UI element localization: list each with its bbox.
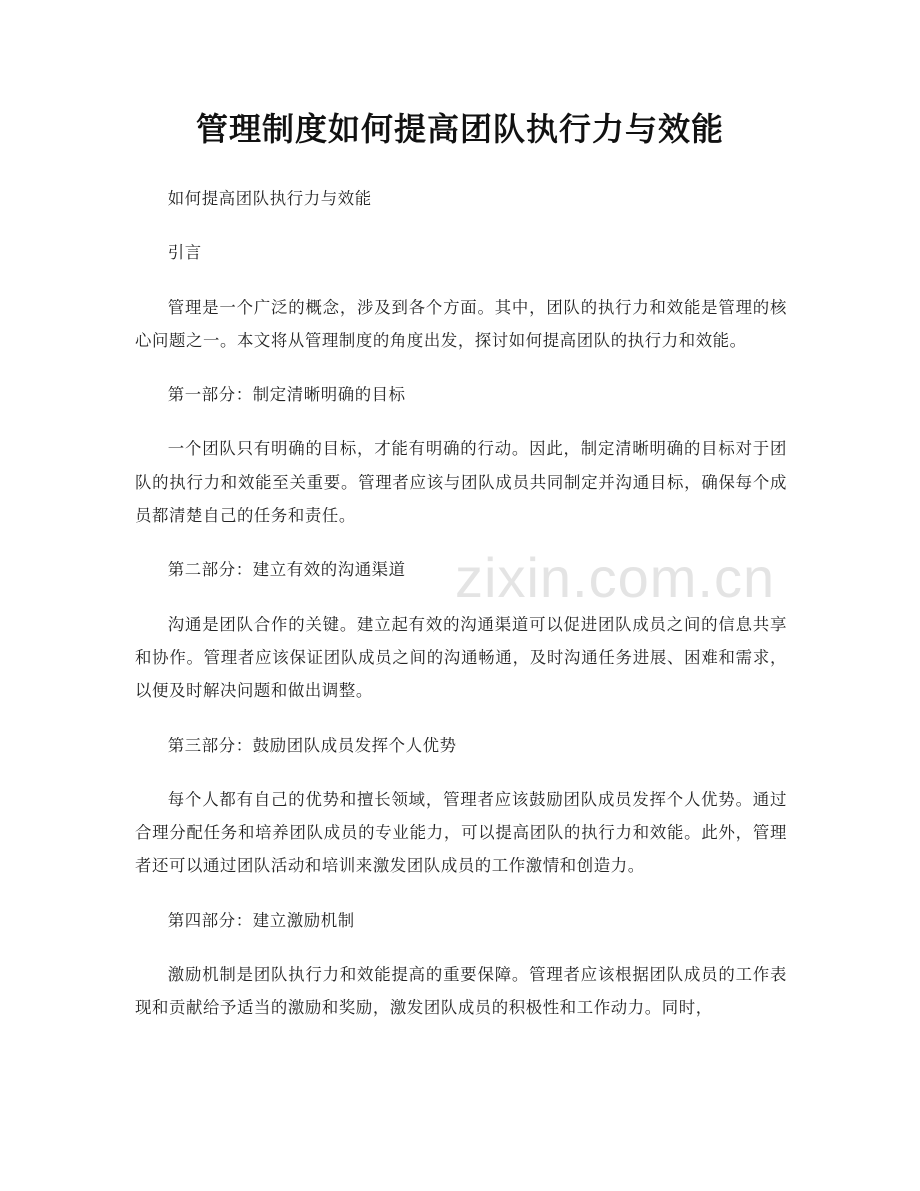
- watermark: zixin.com.cn: [455, 546, 776, 609]
- section-body-part-4: 激励机制是团队执行力和效能提高的重要保障。管理者应该根据团队成员的工作表现和贡献给予适当的激励和奖励，激发团队成员的积极性和工作动力。同时，: [135, 965, 787, 1018]
- document-title: 管理制度如何提高团队执行力与效能: [195, 110, 724, 148]
- section-body-part-1: 一个团队只有明确的目标，才能有明确的行动。因此，制定清晰明确的目标对于团队的执行力和效能至关重要。管理者应该与团队成员共同制定并沟通目标，确保每个成员都清楚自己的任务和责任。: [135, 439, 787, 526]
- section-heading-part-1: 第一部分：制定清晰明确的目标: [167, 385, 406, 405]
- paragraph-intro-body: 管理是一个广泛的概念，涉及到各个方面。其中，团队的执行力和效能是管理的核心问题之一。本文将从管理制度的角度出发，探讨如何提高团队的执行力和效能。: [135, 297, 787, 350]
- document-body: [135, 182, 787, 1046]
- paragraph-subtitle: 如何提高团队执行力与效能: [167, 189, 372, 208]
- section-heading-part-4: 第四部分：建立激励机制: [167, 910, 355, 930]
- section-body-part-3: 每个人都有自己的优势和擅长领域，管理者应该鼓励团队成员发挥个人优势。通过合理分配任务和培养团队成员的专业能力，可以提高团队的执行力和效能。此外，管理者还可以通过团队活动和培训来激发团队成员的工作激情和创造力。: [135, 789, 787, 876]
- section-heading-part-3: 第三部分：鼓励团队成员发挥个人优势: [167, 735, 457, 755]
- paragraph-intro-heading: 引言: [167, 243, 202, 263]
- section-body-part-2: 沟通是团队合作的关键。建立起有效的沟通渠道可以促进团队成员之间的信息共享和协作。管理者应该保证团队成员之间的沟通畅通，及时沟通任务进展、困难和需求，以便及时解决问题和做出调整。: [135, 614, 787, 701]
- section-heading-part-2: 第二部分：建立有效的沟通渠道: [167, 560, 406, 580]
